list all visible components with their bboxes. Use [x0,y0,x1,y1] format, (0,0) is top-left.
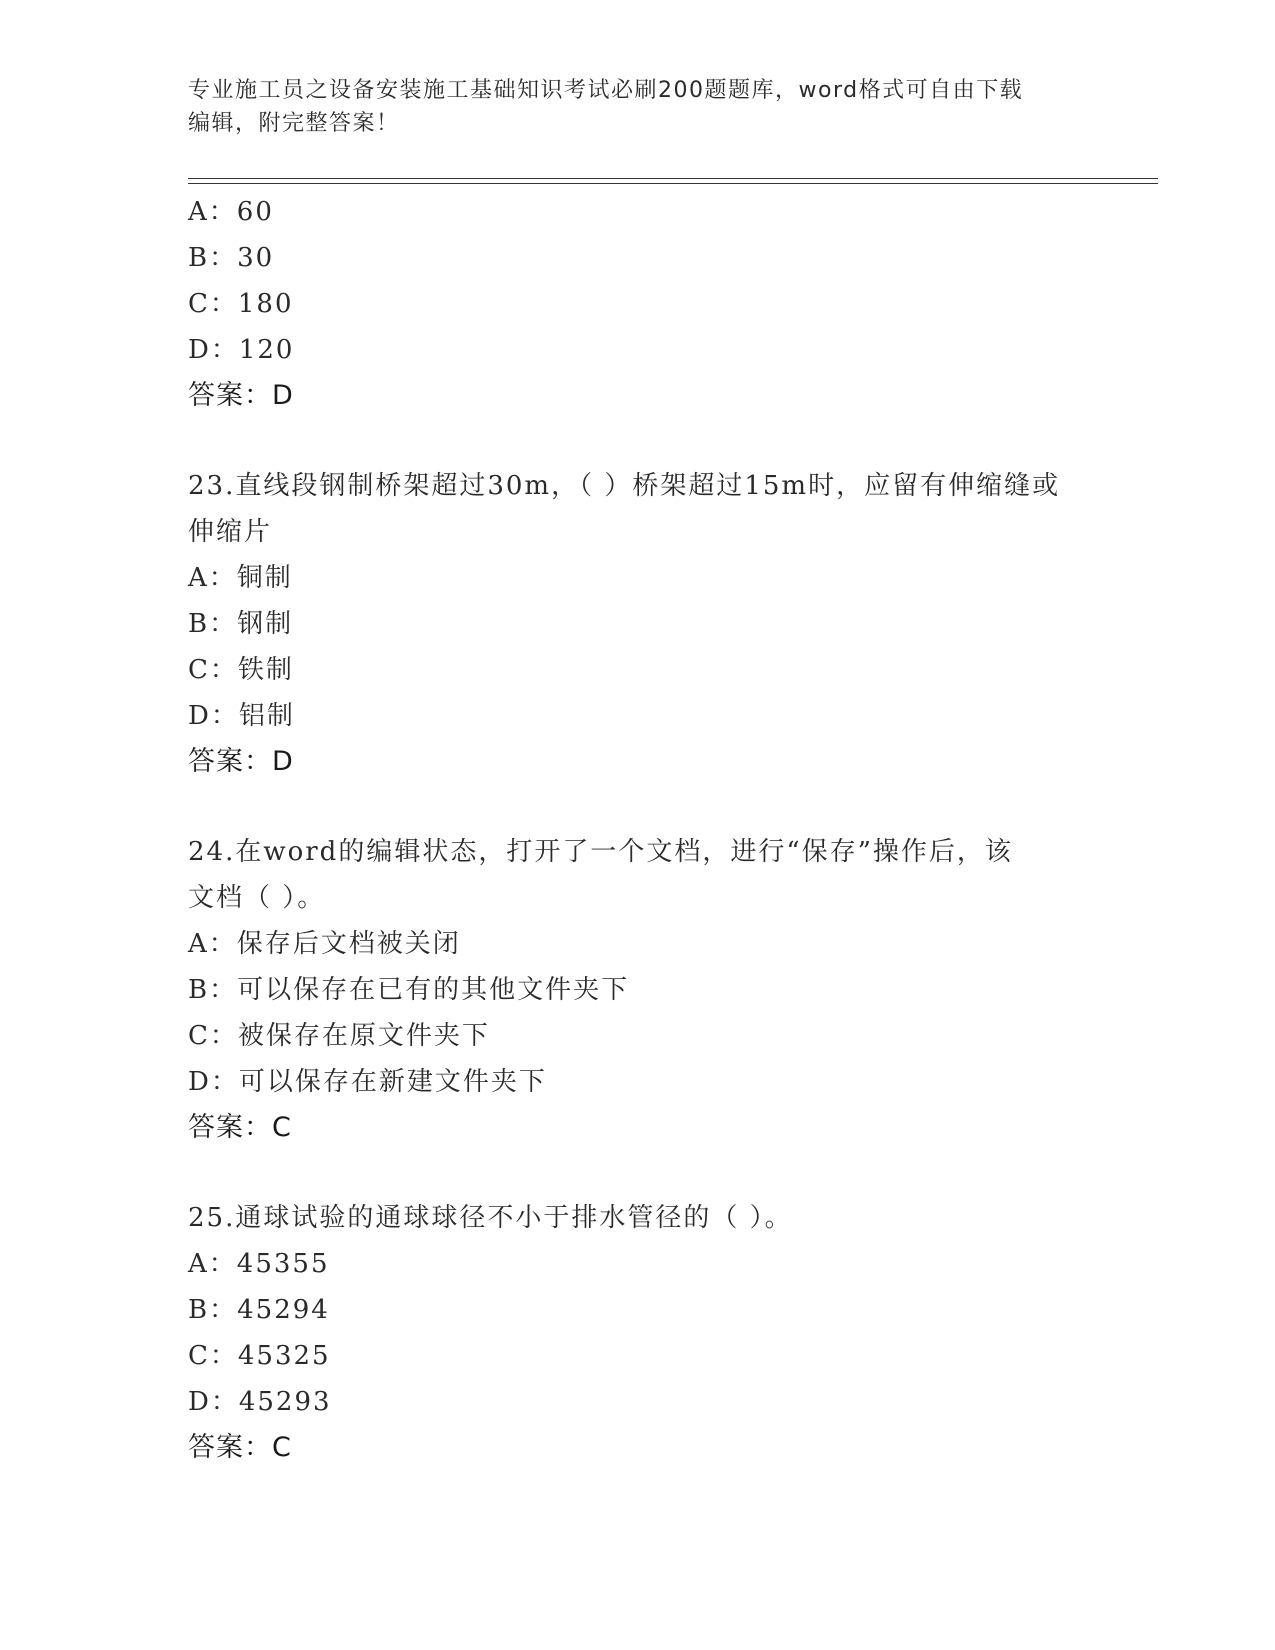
option-a: A：45355 [188,1249,330,1279]
option-d: D：铝制 [188,701,295,731]
option-c: C：被保存在原文件夹下 [188,1021,490,1051]
option-c: C：铁制 [188,655,294,685]
question-text: 23.直线段钢制桥架超过30m，（ ）桥架超过15m时，应留有伸缩缝或 [188,471,1061,501]
option-b: B：45294 [188,1295,330,1325]
option-d: D：120 [188,335,295,365]
document-body [188,189,1088,1471]
header-divider-top [188,178,1158,179]
option-b: B：30 [188,243,275,273]
option-d: D：可以保存在新建文件夹下 [188,1067,547,1097]
option-c: C：45325 [188,1341,331,1371]
question-text: 24.在word的编辑状态，打开了一个文档，进行“保存”操作后，该 [188,837,1013,867]
option-c: C：180 [188,289,294,319]
question-text-continued: 伸缩片 [188,517,273,547]
option-a: A：铜制 [188,563,293,593]
question-block-25 [188,1195,1088,1471]
question-block-24 [188,829,1088,1151]
option-a: A：保存后文档被关闭 [188,929,461,959]
header-line-1: 专业施工员之设备安装施工基础知识考试必刷200题题库，word格式可自由下载 [188,78,1024,103]
option-b: B：钢制 [188,609,294,639]
answer-line: 答案：D [188,746,294,777]
answer-line: 答案：D [188,380,294,411]
option-d: D：45293 [188,1387,332,1417]
option-b: B：可以保存在已有的其他文件夹下 [188,975,630,1005]
answer-line: 答案：C [188,1112,292,1143]
question-block-23 [188,463,1088,785]
question-text-continued: 文档（ ）。 [188,883,326,913]
document-header [188,74,1068,140]
question-block-22 [188,189,1088,419]
header-line-2: 编辑，附完整答案！ [188,111,400,136]
header-divider-bottom [188,183,1158,184]
option-a: A：60 [188,197,274,227]
answer-line: 答案：C [188,1432,292,1463]
question-text: 25.通球试验的通球球径不小于排水管径的（ ）。 [188,1203,793,1233]
